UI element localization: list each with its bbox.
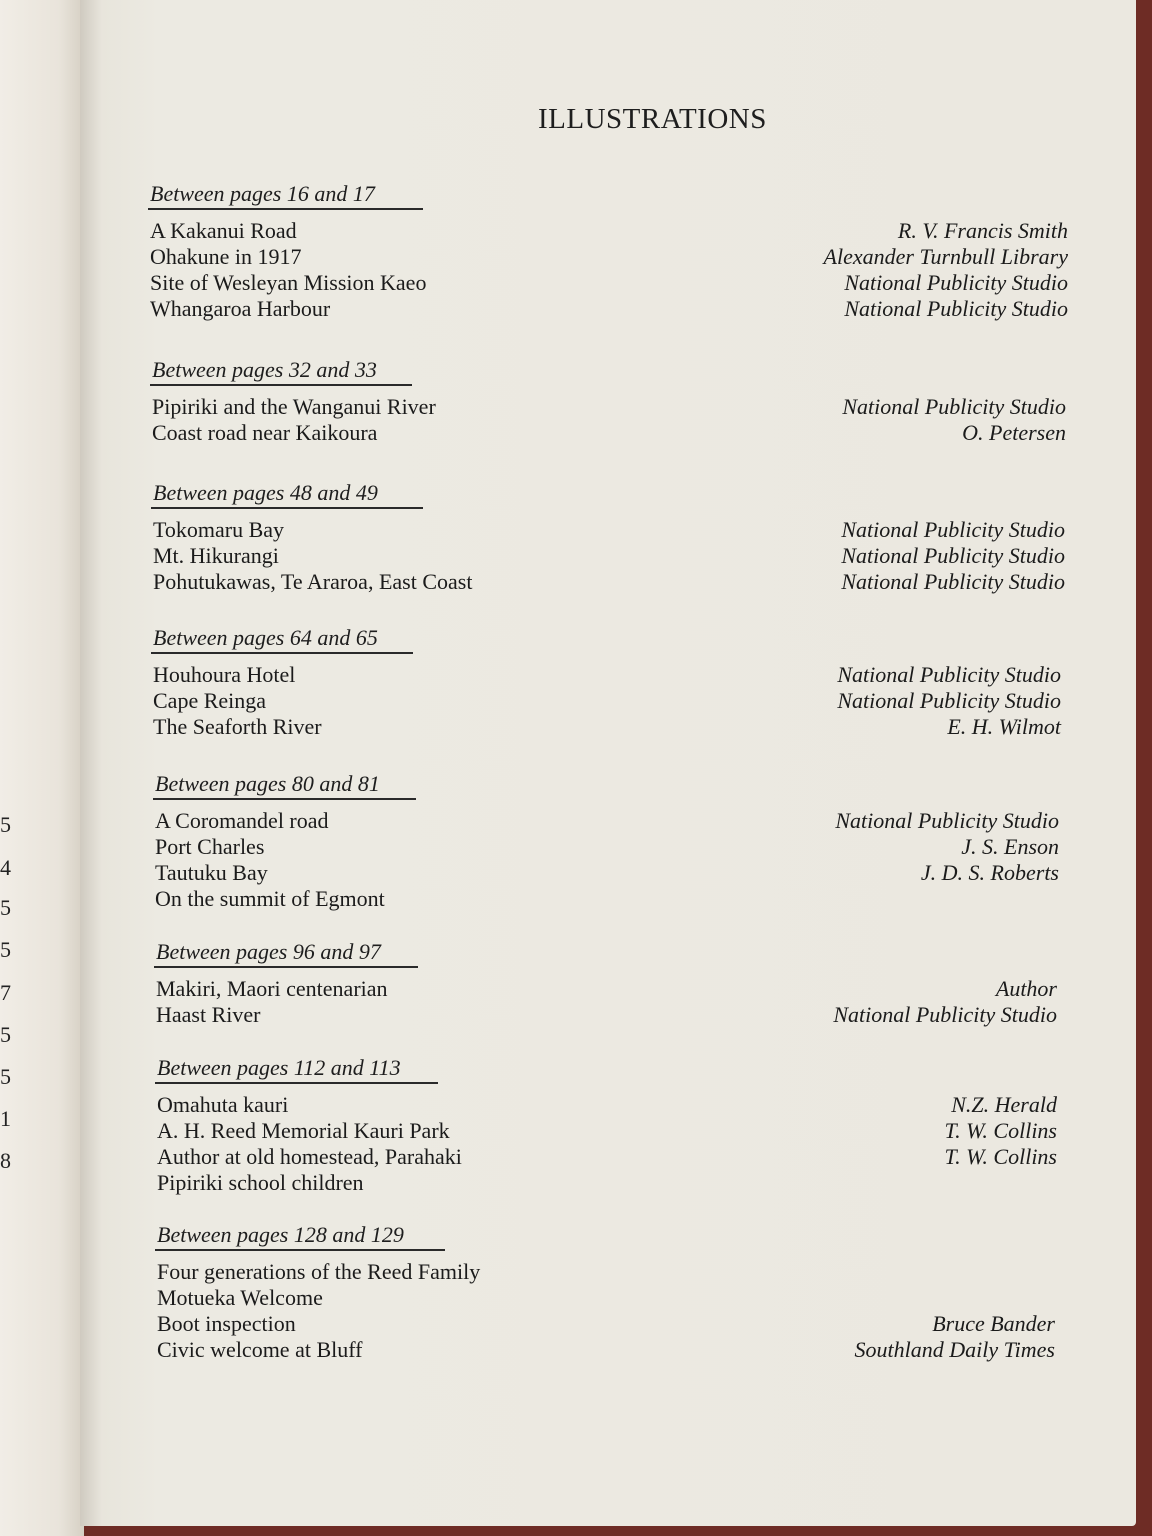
photo-credit: National Publicity Studio (841, 569, 1065, 594)
photo-credit: National Publicity Studio (837, 662, 1061, 687)
illustration-title: Whangaroa Harbour (150, 296, 331, 321)
illustration-title: Coast road near Kaikoura (152, 420, 378, 445)
photo-credit: National Publicity Studio (844, 296, 1068, 321)
section-heading: Between pages 32 and 33 (152, 357, 377, 382)
heading-underline (155, 1082, 438, 1084)
illustration-title: The Seaforth River (153, 714, 322, 739)
illustration-title: Tokomaru Bay (153, 517, 285, 542)
illustration-title: Pipiriki school children (157, 1170, 364, 1195)
left-page-number: 1 (0, 1106, 11, 1131)
illustration-title: Port Charles (155, 834, 265, 859)
photo-credit: Author (995, 976, 1057, 1001)
left-page-number: 5 (0, 937, 11, 962)
left-page-number: 5 (0, 1022, 11, 1047)
photo-credit: National Publicity Studio (842, 394, 1066, 419)
photo-credit: National Publicity Studio (841, 543, 1065, 568)
right-page (80, 0, 1136, 1526)
section-heading: Between pages 112 and 113 (157, 1055, 401, 1080)
page-title: ILLUSTRATIONS (538, 103, 767, 135)
photo-credit: E. H. Wilmot (947, 714, 1061, 739)
illustration-title: A. H. Reed Memorial Kauri Park (157, 1118, 450, 1143)
illustration-title: A Coromandel road (155, 808, 329, 833)
left-page-number: 5 (0, 1064, 11, 1089)
left-page-number: 8 (0, 1148, 11, 1173)
section-heading: Between pages 48 and 49 (153, 480, 378, 505)
illustration-title: Pipiriki and the Wanganui River (152, 394, 436, 419)
illustration-title: A Kakanui Road (150, 218, 297, 243)
heading-underline (151, 507, 423, 509)
photo-credit: National Publicity Studio (833, 1002, 1057, 1027)
illustration-title: Pohutukawas, Te Araroa, East Coast (153, 569, 473, 594)
illustration-title: Mt. Hikurangi (153, 543, 279, 568)
heading-underline (148, 208, 423, 210)
left-page-number: 4 (0, 855, 11, 880)
photo-credit: N.Z. Herald (951, 1092, 1057, 1117)
illustration-title: Four generations of the Reed Family (157, 1259, 481, 1284)
section-heading: Between pages 128 and 129 (157, 1222, 404, 1247)
photo-credit: National Publicity Studio (841, 517, 1065, 542)
illustration-title: Author at old homestead, Parahaki (157, 1144, 462, 1169)
photo-credit: O. Petersen (962, 420, 1066, 445)
section-heading: Between pages 64 and 65 (153, 625, 378, 650)
illustration-title: Makiri, Maori centenarian (156, 976, 388, 1001)
photo-credit: J. D. S. Roberts (920, 860, 1059, 885)
illustration-title: Boot inspection (157, 1311, 296, 1336)
left-page-number: 5 (0, 812, 11, 837)
photo-credit: National Publicity Studio (837, 688, 1061, 713)
left-page-number: 7 (0, 980, 11, 1005)
photo-credit: Bruce Bander (932, 1311, 1055, 1336)
illustration-title: On the summit of Egmont (155, 886, 385, 911)
photo-credit: Southland Daily Times (854, 1337, 1055, 1362)
illustration-title: Houhoura Hotel (153, 662, 296, 687)
illustration-title: Ohakune in 1917 (150, 244, 302, 269)
photo-credit: T. W. Collins (944, 1118, 1057, 1143)
section-heading: Between pages 96 and 97 (156, 939, 381, 964)
illustration-title: Site of Wesleyan Mission Kaeo (150, 270, 427, 295)
photo-credit: T. W. Collins (944, 1144, 1057, 1169)
heading-underline (151, 652, 413, 654)
photo-credit: J. S. Enson (961, 834, 1059, 859)
left-page-number: 5 (0, 895, 11, 920)
page-content (80, 0, 1136, 1526)
photo-credit: National Publicity Studio (844, 270, 1068, 295)
left-page (0, 0, 84, 1536)
photo-credit: National Publicity Studio (835, 808, 1059, 833)
heading-underline (154, 966, 418, 968)
section-heading: Between pages 80 and 81 (155, 771, 380, 796)
photo-credit: Alexander Turnbull Library (823, 244, 1068, 269)
heading-underline (155, 1249, 445, 1251)
photo-credit: R. V. Francis Smith (897, 218, 1068, 243)
illustration-title: Tautuku Bay (155, 860, 268, 885)
section-heading: Between pages 16 and 17 (150, 181, 375, 206)
illustration-title: Omahuta kauri (157, 1092, 289, 1117)
illustration-title: Haast River (156, 1002, 261, 1027)
illustration-title: Motueka Welcome (157, 1285, 323, 1310)
heading-underline (153, 798, 416, 800)
illustration-title: Civic welcome at Bluff (157, 1337, 363, 1362)
heading-underline (150, 384, 412, 386)
illustration-title: Cape Reinga (153, 688, 267, 713)
